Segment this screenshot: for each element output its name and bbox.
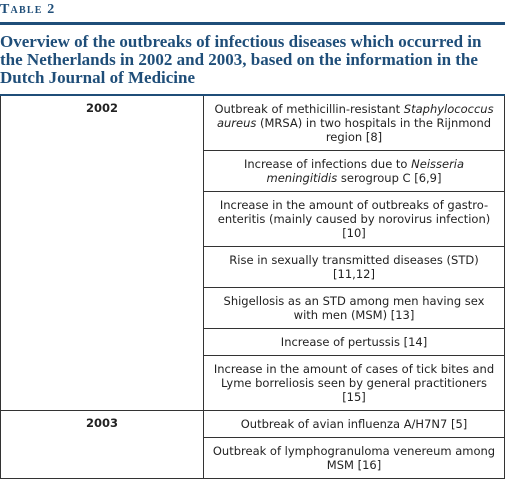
table-row [1,95,505,151]
outbreak-cell: Increase of pertussis [14] [204,329,505,356]
table-label: Table 2 [0,2,56,17]
outbreak-cell: Outbreak of lymphogranuloma venereum among MSM [16] [204,438,505,479]
year-cell: 2003 [1,411,204,479]
outbreak-cell: Rise in sexually transmitted diseases (STD) [11,12] [204,247,505,288]
outbreak-cell: Shigellosis as an STD among men having sex with men (MSM) [13] [204,288,505,329]
outbreak-cell: Increase in the amount of outbreaks of gastro-enteritis (mainly caused by norovirus infection) [10] [204,192,505,247]
outbreaks-table-body [1,95,505,479]
outbreak-cell: Outbreak of avian influenza A/H7N7 [5] [204,411,505,438]
outbreak-cell: Increase in the amount of cases of tick bites and Lyme borreliosis seen by general practitioners [15] [204,356,505,411]
year-cell: 2002 [1,95,204,411]
outbreak-cell: Increase of infections due to Neisseria meningitidis serogroup C [6,9] [204,151,505,192]
table-title: Overview of the outbreaks of infectious diseases which occurred in the Netherlands in 2002 and 2003, based on the information in the Dutch Journal of Medicine [0,32,482,87]
outbreaks-table [0,94,505,479]
table-row [1,411,505,438]
outbreak-cell: Outbreak of methicillin-resistant Staphylococcus aureus (MRSA) in two hospitals in the Rijnmond region [8] [204,95,505,151]
